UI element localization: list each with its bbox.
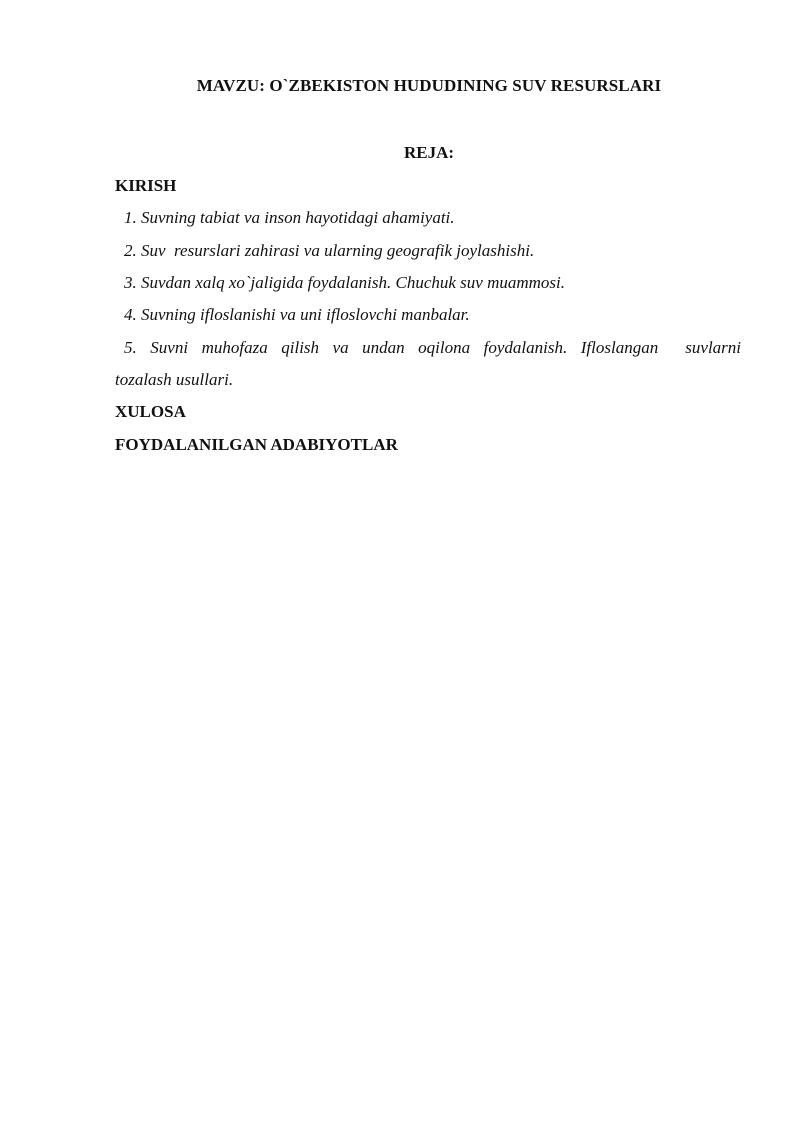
plan-heading: REJA: [403, 143, 455, 162]
references-heading: FOYDALANILGAN ADABIYOTLAR [115, 435, 398, 454]
plan-item-number: 2. [124, 241, 137, 260]
plan-item-5-line-1 [115, 332, 741, 364]
conclusion-heading: XULOSA [115, 402, 186, 421]
plan-item-number: 4. [124, 305, 137, 324]
plan-item-3 [115, 273, 741, 293]
plan-item-5 [115, 332, 741, 396]
plan-item-text: Suvning tabiat va inson hayotidagi ahamiyati. [141, 208, 455, 227]
intro-heading: KIRISH [115, 176, 177, 195]
plan-item-number: 1. [124, 208, 137, 227]
plan-item-4 [115, 305, 741, 325]
plan-item-5-line-2: tozalash usullari. [115, 370, 234, 389]
plan-item-text: Suvdan xalq xo`jaligida foydalanish. Chuchuk suv muammosi. [141, 273, 566, 292]
plan-item-1 [115, 208, 741, 228]
plan-item-number: 5. [124, 338, 137, 357]
plan-item-number: 3. [124, 273, 137, 292]
plan-item-text: Suvning ifloslanishi va uni ifloslovchi manbalar. [141, 305, 470, 324]
plan-item-2 [115, 241, 741, 261]
plan-item-text: Suvni muhofaza qilish va undan oqilona foydalanish. Ifloslangan suvlarni [150, 338, 742, 357]
plan-item-text: Suv resurslari zahirasi va ularning geografik joylashishi. [141, 241, 535, 260]
document-title: MAVZU: O`ZBEKISTON HUDUDINING SUV RESURSLARI [196, 76, 662, 95]
